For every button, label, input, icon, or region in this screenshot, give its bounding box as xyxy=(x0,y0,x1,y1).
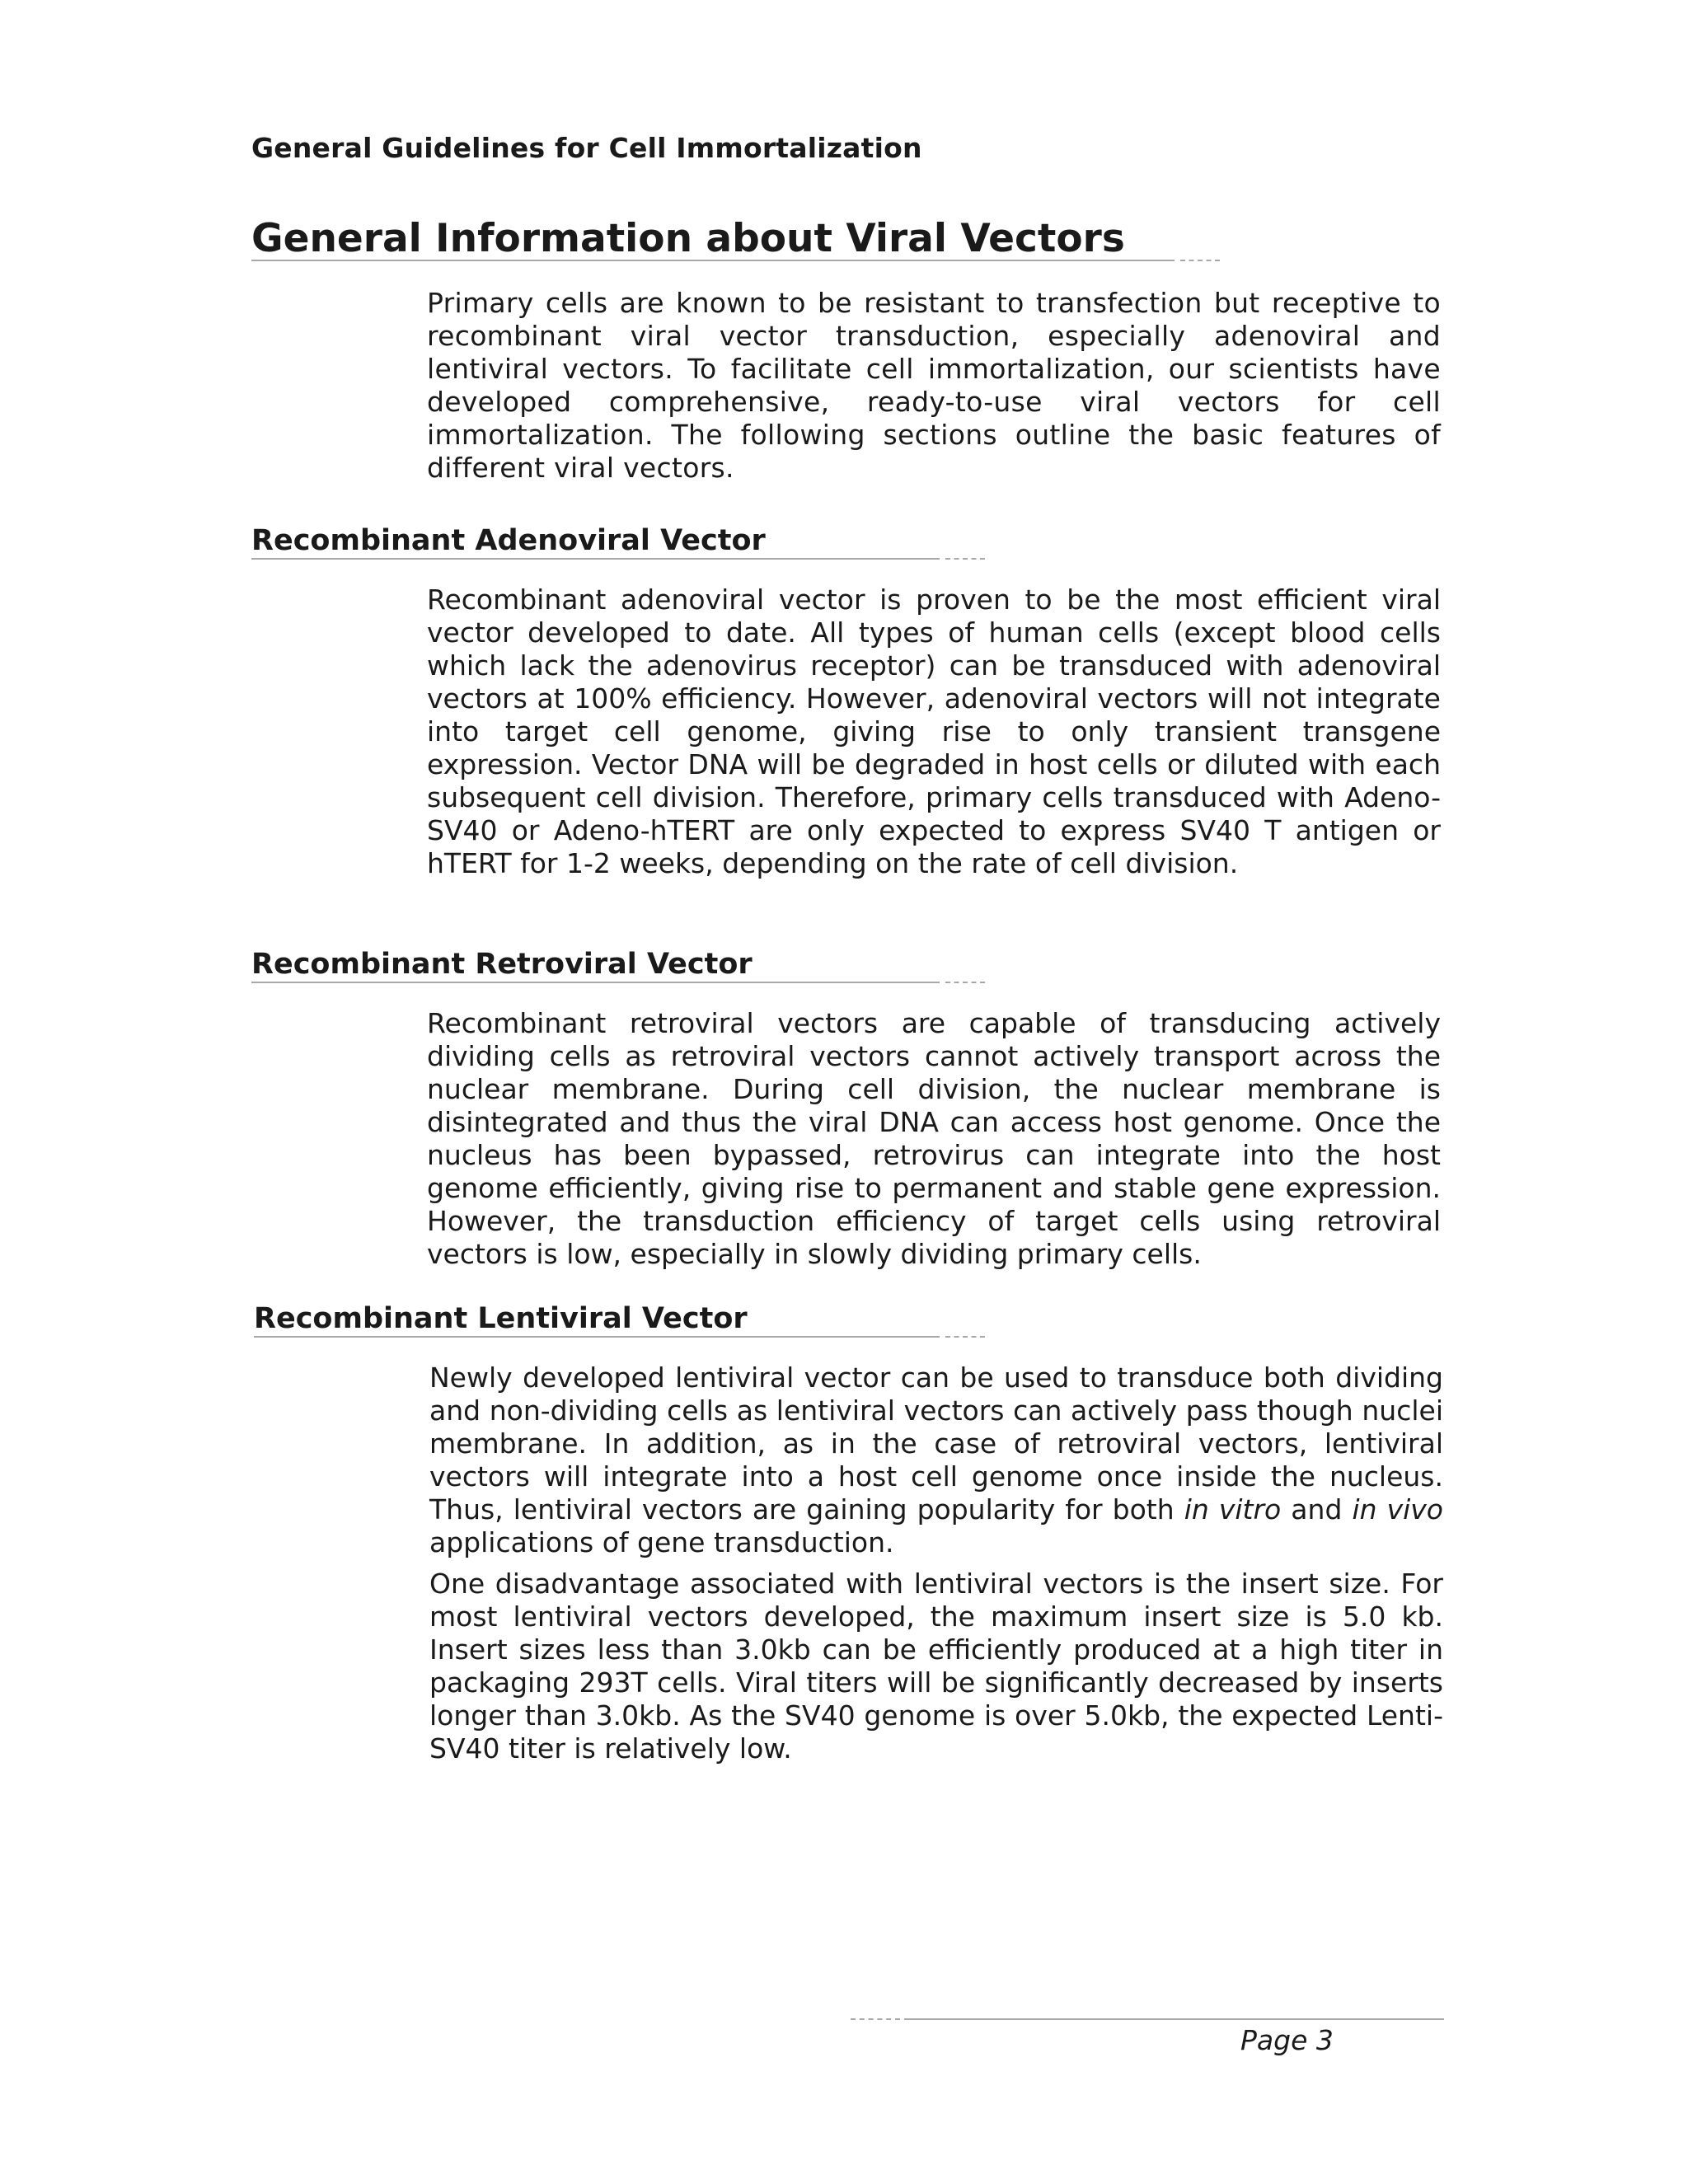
italic-term-in-vitro: in vitro xyxy=(1184,1493,1282,1526)
heading-rule-dash xyxy=(1180,260,1220,261)
heading-rule-dash xyxy=(945,1336,985,1338)
heading-rule xyxy=(251,982,940,983)
running-header: General Guidelines for Cell Immortalization xyxy=(251,132,922,164)
section-title-viral-vectors: General Information about Viral Vectors xyxy=(251,216,1125,261)
lentiviral-text: Newly developed lentiviral vector can be used to transduce both dividing and non-dividing cells as lentiviral vectors can actively pass though nuclei membrane. In addition, as in the case of retroviral vectors, lentiviral vectors will integrate into a host cell genome once inside the nucleus. Thus, lentiviral vectors are gaining popularity for both xyxy=(429,1361,1443,1526)
section-title-adenoviral: Recombinant Adenoviral Vector xyxy=(251,524,766,557)
heading-rule xyxy=(254,1336,940,1338)
lentiviral-paragraph-1 xyxy=(429,1361,1443,1559)
lentiviral-paragraph-2: One disadvantage associated with lentiviral vectors is the insert size. For most lentiviral vectors developed, the maximum insert size is 5.0 kb. Insert sizes less than 3.0kb can be efficiently produced at a high titer in packaging 293T cells. Viral titers will be significantly decreased by inserts longer than 3.0kb. As the SV40 genome is over 5.0kb, the expected Lenti-SV40 titer is relatively low. xyxy=(429,1568,1443,1765)
adenoviral-paragraph: Recombinant adenoviral vector is proven to be the most efficient viral vector developed to date. All types of human cells (except blood cells which lack the adenovirus receptor) can be transduced with adenoviral vectors at 100% efficiency. However, adenoviral vectors will not integrate into target cell genome, giving rise to only transient transgene expression. Vector DNA will be degraded in host cells or diluted with each subsequent cell division. Therefore, primary cells transduced with Adeno-SV40 or Adeno-hTERT are only expected to express SV40 T antigen or hTERT for 1-2 weeks, depending on the rate of cell division. xyxy=(427,583,1441,879)
lentiviral-text: applications of gene transduction. xyxy=(429,1526,894,1558)
section-title-lentiviral: Recombinant Lentiviral Vector xyxy=(254,1302,748,1335)
heading-rule xyxy=(251,558,940,560)
heading-rule-dash xyxy=(945,982,985,983)
footer-rule-dash xyxy=(851,2018,900,2020)
italic-term-in-vivo: in vivo xyxy=(1352,1493,1443,1526)
section-title-retroviral: Recombinant Retroviral Vector xyxy=(251,948,753,981)
footer-rule xyxy=(904,2018,1444,2020)
heading-rule xyxy=(251,260,1175,261)
heading-rule-dash xyxy=(945,558,985,560)
intro-paragraph: Primary cells are known to be resistant to transfection but receptive to recombinant viral vector transduction, especially adenoviral and lentiviral vectors. To facilitate cell immortalization, our scientists have developed comprehensive, ready-to-use viral vectors for cell immortalization. The following sections outline the basic features of different viral vectors. xyxy=(427,287,1441,484)
retroviral-paragraph: Recombinant retroviral vectors are capable of transducing actively dividing cells as retroviral vectors cannot actively transport across the nuclear membrane. During cell division, the nuclear membrane is disintegrated and thus the viral DNA can access host genome. Once the nucleus has been bypassed, retrovirus can integrate into the host genome efficiently, giving rise to permanent and stable gene expression. However, the transduction efficiency of target cells using retroviral vectors is low, especially in slowly dividing primary cells. xyxy=(427,1007,1441,1270)
page-number: Page 3 xyxy=(1240,2024,1334,2056)
lentiviral-text: and xyxy=(1281,1493,1353,1526)
